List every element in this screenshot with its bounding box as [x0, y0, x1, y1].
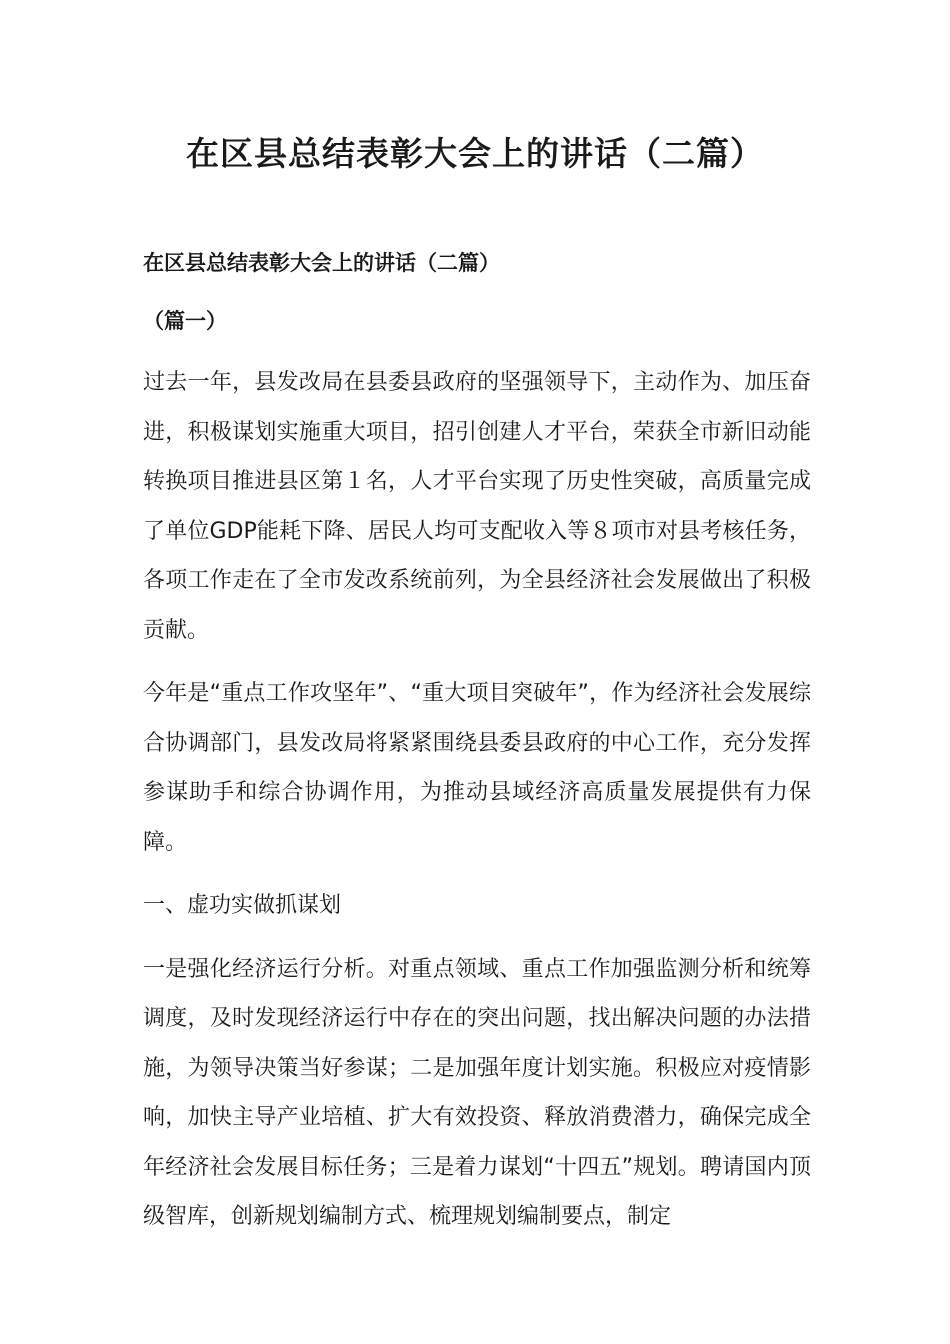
- paragraph-1: 过去一年，县发改局在县委县政府的坚强领导下，主动作为、加压奋进，积极谋划实施重大项目，招引创建人才平台，荣获全市新旧动能转换项目推进县区第１名，人才平台实现了历史性突破，高质量完成了单位GDP能耗下降、居民人均可支配收入等８项市对县考核任务，各项工作走在了全市发改系统前列，为全县经济社会发展做出了积极贡献。: [143, 370, 811, 643]
- paragraph-2: 今年是“重点工作攻坚年”、“重大项目突破年”，作为经济社会发展综合协调部门，县发改局将紧紧围绕县委县政府的中心工作，充分发挥参谋助手和综合协调作用，为推动县域经济高质量发展提供有力保障。: [143, 681, 811, 855]
- section-heading: 一、虚功实做抓谋划: [143, 893, 342, 918]
- document-subtitle: 在区县总结表彰大会上的讲话（二篇）: [143, 251, 500, 275]
- part-label: （篇一）: [143, 309, 227, 333]
- document-body: [143, 244, 811, 1242]
- document-title: 在区县总结表彰大会上的讲话（二篇）: [186, 134, 764, 173]
- section-paragraph: 一是强化经济运行分析。对重点领域、重点工作加强监测分析和统筹调度，及时发现经济运行中存在的突出问题，找出解决问题的办法措施，为领导决策当好参谋；二是加强年度计划实施。积极应对疫情影响，加快主导产业培植、扩大有效投资、释放消费潜力，确保完成全年经济社会发展目标任务；三是着力谋划“十四五”规划。聘请国内顶级智库，创新规划编制方式、梳理规划编制要点，制定: [143, 956, 811, 1229]
